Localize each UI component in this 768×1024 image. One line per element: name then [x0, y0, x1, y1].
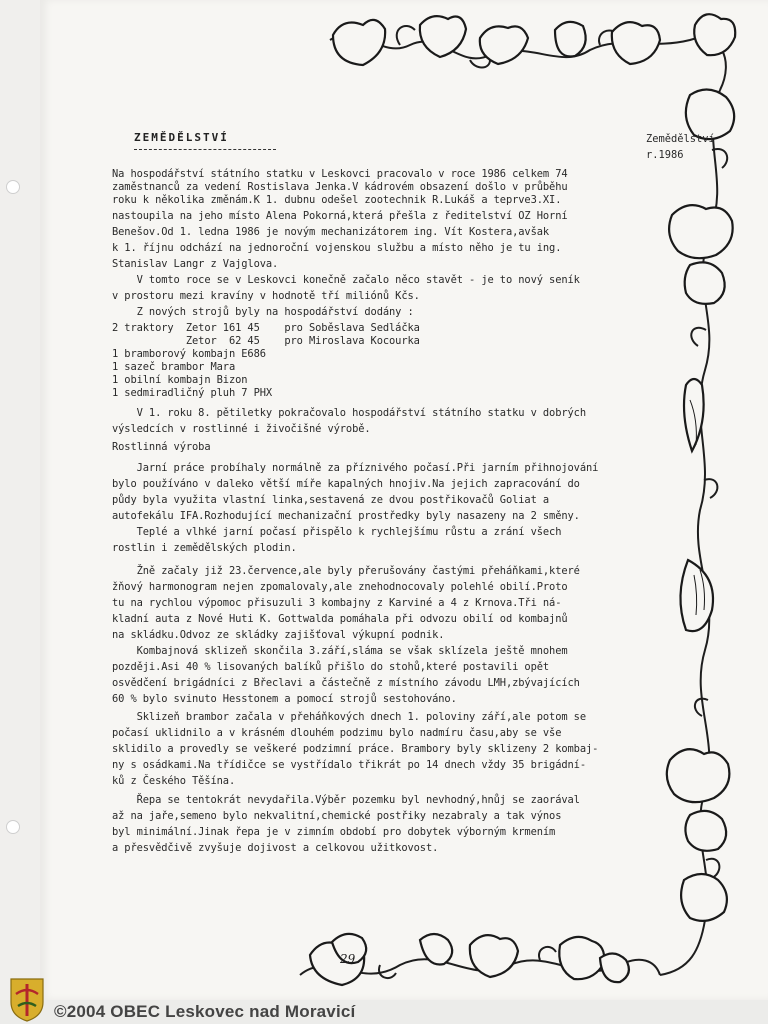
text-line: 60 % bylo svinuto Hesstonem a pomocí strojů sestohováno.	[112, 693, 457, 705]
text-line: ny s osádkami.Na třídičce se vystřídalo třikrát po 14 dnech vždy 35 brigádní-	[112, 759, 586, 771]
text-line: výsledcích v rostlinné i živočišné výrobě.	[112, 423, 371, 435]
text-line: 1 sazeč brambor Mara	[112, 361, 236, 373]
text-line: Teplé a vlhké jarní počasí přispělo k rychlejšímu růstu a zrání všech	[112, 526, 562, 538]
text-line: 1 obilní kombajn Bizon	[112, 374, 248, 386]
text-line: Zetor 62 45 pro Miroslava Kocourka	[112, 335, 420, 347]
text-line: sklidilo a provedly se veškeré podzimní práce. Brambory byly sklizeny 2 kombaj-	[112, 743, 599, 755]
text-line: Stanislav Langr z Vajglova.	[112, 258, 279, 270]
title-underline	[134, 149, 276, 150]
text-line: žňový harmonogram nejen zpomalovaly,ale znehodnocovaly polehlé obilí.Proto	[112, 581, 568, 593]
text-line: půdy byla využita vlastní linka,sestavená ze dvou postřikovačů Goliat a	[112, 494, 550, 506]
text-line: Řepa se tentokrát nevydařila.Výběr pozemku byl nevhodný,hnůj se zaorával	[112, 794, 580, 806]
text-line: Jarní práce probíhaly normálně za příznivého počasí.Při jarním přihnojování	[112, 462, 599, 474]
text-line: a přesvědčivě zvyšuje dojivost a celkovou užitkovost.	[112, 842, 439, 854]
text-line: Na hospodářství státního statku v Leskovci pracovalo v roce 1986 celkem 74	[112, 168, 568, 180]
margin-note-line: Zemědělství	[646, 133, 715, 145]
text-line: autofekálu IFA.Rozhodující mechanizační prostředky byly nasazeny na 2 směny.	[112, 510, 580, 522]
text-line: Žně začaly již 23.července,ale byly přerušovány častými přeháňkami,které	[112, 565, 580, 577]
page-number: 29	[340, 952, 356, 966]
text-line: roku k několika změnám.K 1. dubnu odešel zootechnik R.Lukáš a teprve3.XI.	[112, 194, 562, 206]
text-line: 2 traktory Zetor 161 45 pro Soběslava Sedláčka	[112, 322, 420, 334]
text-line: bylo používáno v daleko větší míře kapalných hnojiv.Na jejich zapracování do	[112, 478, 580, 490]
text-line: Rostlinná výroba	[112, 441, 211, 453]
text-line: Kombajnová sklizeň skončila 3.září,sláma se však sklízela ještě mnohem	[112, 645, 568, 657]
text-line: V tomto roce se v Leskovci konečně začalo něco stavět - je to nový seník	[112, 274, 580, 286]
text-line: tu na rychlou výpomoc přisuzuli 3 kombajny z Karviné a 4 z Krnova.Tři ná-	[112, 597, 562, 609]
village-crest-icon	[8, 976, 46, 1022]
text-line: v prostoru mezi kravíny v hodnotě tří miliónů Kčs.	[112, 290, 420, 302]
text-line: 1 bramborový kombajn E686	[112, 348, 266, 360]
text-line: kladní auta z Nové Huti K. Gottwalda pomáhala při odvozu obilí od kombajnů	[112, 613, 568, 625]
document-title: ZEMĚDĚLSTVÍ	[134, 131, 229, 144]
margin-note-line: r.1986	[646, 149, 684, 161]
text-line: na skládku.Odvoz ze skládky zajišťoval výkupní podnik.	[112, 629, 445, 641]
text-line: Benešov.Od 1. ledna 1986 je novým mechanizátorem ing. Vít Kostera,avšak	[112, 226, 550, 238]
text-line: až na jaře,semeno bylo nekvalitní,chemické postřiky nezabraly a tak výnos	[112, 810, 562, 822]
text-line: k 1. říjnu odchází na jednoroční vojenskou službu a místo něho je tu ing.	[112, 242, 562, 254]
margin-note	[646, 131, 715, 163]
text-line: Z nových strojů byly na hospodářství dodány :	[112, 306, 414, 318]
text-line: Sklizeň brambor začala v přeháňkových dnech 1. poloviny září,ale potom se	[112, 711, 586, 723]
text-line: 1 sedmiradličný pluh 7 PHX	[112, 387, 273, 399]
text-line: byl minimální.Jinak řepa je v zimním období pro dobytek výborným krmením	[112, 826, 556, 838]
text-line: V 1. roku 8. pětiletky pokračovalo hospodářství státního statku v dobrých	[112, 407, 586, 419]
text-line: osvědčení brigádníci z Břeclavi a částečně z místního závodu LMH,zbývajících	[112, 677, 580, 689]
text-line: ků z Českého Těšína.	[112, 775, 236, 787]
copyright-text: ©2004 OBEC Leskovec nad Moravicí	[54, 1002, 356, 1021]
text-line: rostlin i zemědělských plodin.	[112, 542, 297, 554]
text-line: později.Asi 40 % lisovaných balíků přišlo do stohů,které postavili opět	[112, 661, 550, 673]
text-line: nastoupila na jeho místo Alena Pokorná,která přešla z ředitelství OZ Horní	[112, 210, 568, 222]
text-line: zaměstnanců za vedení Rostislava Jenka.V kádrovém obsazení došlo v průběhu	[112, 181, 568, 193]
text-line: počasí uklidnilo a v krásném dlouhém podzimu bylo nadmíru času,aby se vše	[112, 727, 562, 739]
